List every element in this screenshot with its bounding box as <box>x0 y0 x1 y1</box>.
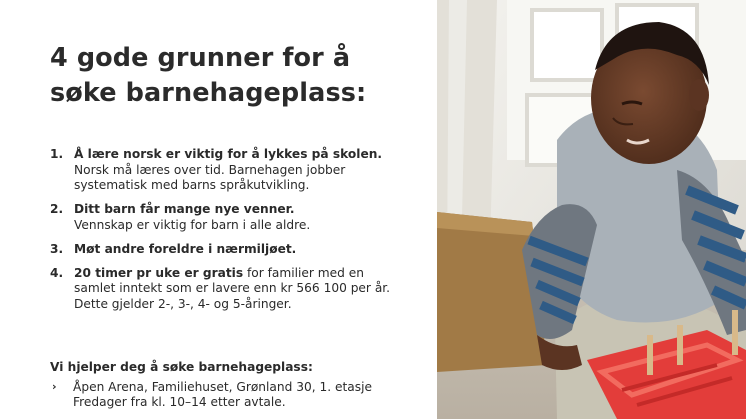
reason-text-line: samlet inntekt som er lavere enn kr 566 100 per år. <box>74 281 391 295</box>
reason-title: Å lære norsk er viktig for å lykkes på skolen. <box>74 147 383 161</box>
child-playing-photo <box>437 0 746 419</box>
title-line-2: søke barnehageplass: <box>50 78 367 108</box>
reason-item-4 <box>50 266 425 313</box>
reason-text-line: systematisk med barns språkutvikling. <box>74 178 310 192</box>
reason-number: 2. <box>50 202 64 216</box>
reason-title-line <box>74 266 425 282</box>
reason-title: 20 timer pr uke er gratis <box>74 265 244 280</box>
help-item <box>50 380 430 409</box>
help-text-line: Åpen Arena, Familiehuset, Grønland 30, 1. etasje <box>73 380 372 394</box>
title-line-1: 4 gode grunner for å <box>50 43 351 73</box>
reason-item-3 <box>50 242 425 258</box>
reason-item-1 <box>50 147 425 194</box>
reason-item-2 <box>50 202 425 233</box>
reason-number: 4. <box>50 265 64 280</box>
reasons-list <box>50 147 425 321</box>
help-list <box>50 380 430 409</box>
photo-illustration <box>437 0 746 419</box>
reason-text-line: Norsk må læres over tid. Barnehagen jobber <box>74 162 346 177</box>
reason-title-rest: for familier med en <box>243 265 364 280</box>
reason-title: Møt andre foreldre i nærmiljøet. <box>74 241 297 256</box>
reason-text-line: Dette gjelder 2-, 3-, 4- og 5-åringer. <box>74 296 292 311</box>
reason-text-line: Vennskap er viktig for barn i alle aldre. <box>74 217 311 232</box>
page-title <box>50 41 366 111</box>
reason-number: 1. <box>50 147 64 161</box>
help-text-line: Fredager fra kl. 10–14 etter avtale. <box>73 394 286 409</box>
reason-title: Ditt barn får mange nye venner. <box>74 202 295 216</box>
reason-number: 3. <box>50 241 64 256</box>
bullet-chevron-icon: › <box>52 380 57 393</box>
help-heading: Vi hjelper deg å søke barnehageplass: <box>50 360 313 374</box>
